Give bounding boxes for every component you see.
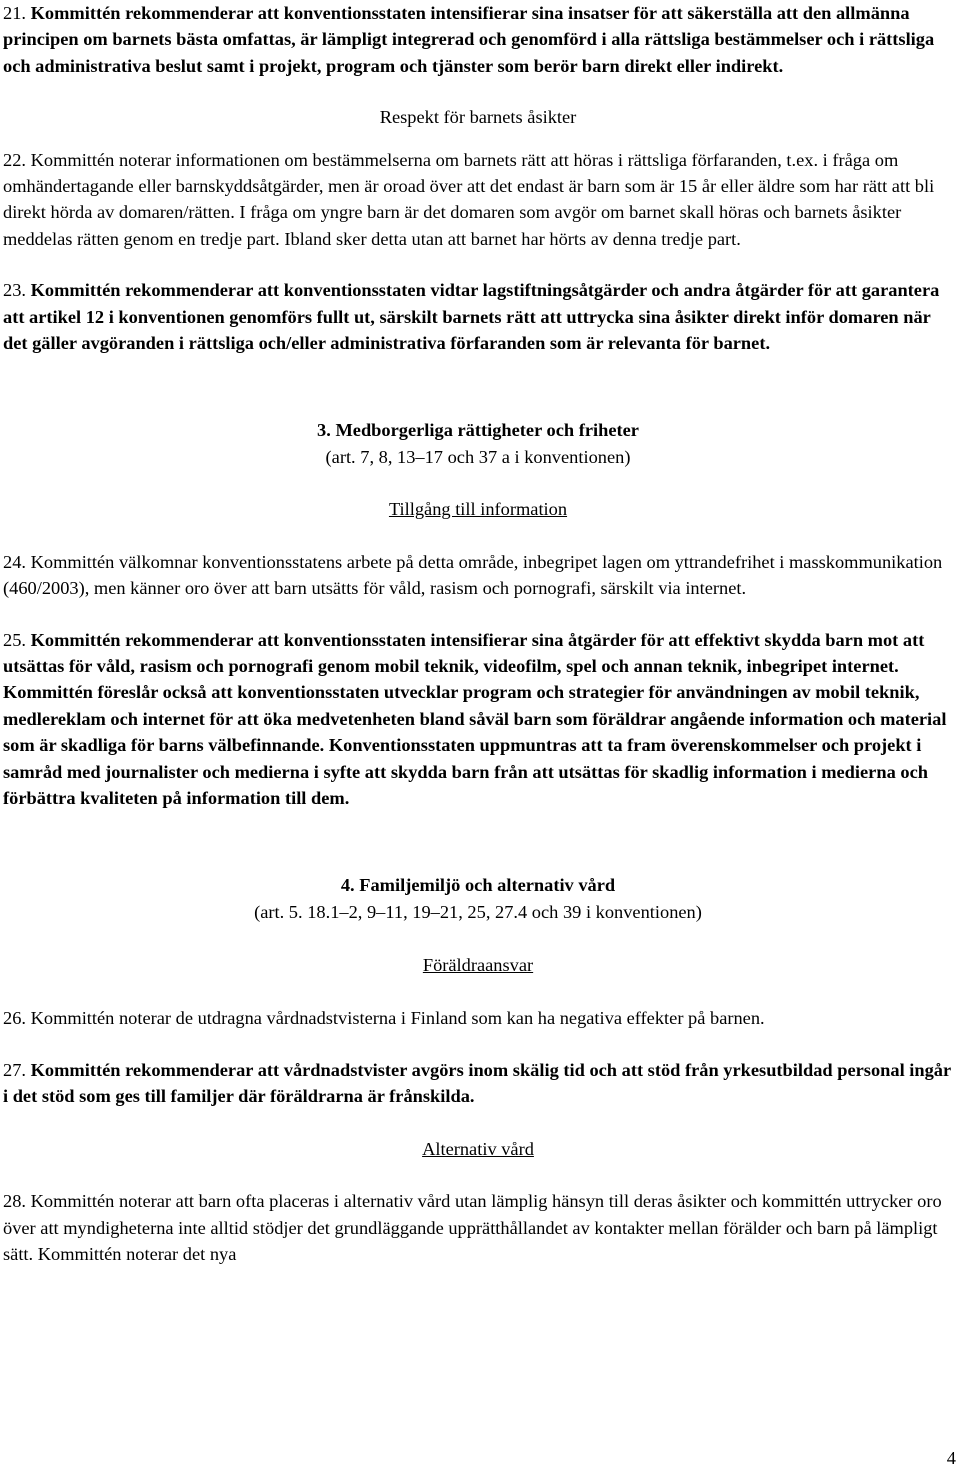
paragraph-text: Kommittén rekommenderar att konventionsstaten intensifierar sina insatser för att säkerställa att den allmänna principen om barnets bästa omfattas, är lämpligt integrerad och genomförd i alla rättsliga bestämmelser och i rättsliga och administrativa beslut samt i projekt, program och tjänster som berör barn direkt eller indirekt. [3, 3, 935, 76]
paragraph-28 [3, 1188, 953, 1267]
paragraph-24 [3, 549, 953, 602]
paragraph-26 [3, 1005, 953, 1031]
page-number: 4 [946, 1448, 956, 1468]
subheading-text: Respekt för barnets åsikter [379, 107, 577, 128]
paragraph-number: 24. [3, 551, 26, 572]
paragraph-text: Kommittén noterar informationen om bestämmelserna om barnets rätt att höras i rättsliga förfaranden, t.ex. i fråga om omhändertagande eller barnskyddsåtgärder, men är oroad över att det endast är barn som är 15 år eller äldre som har rätt att bli direkt hörda av domaren/rätten. I fråga om yngre barn är det domaren som avgör om barnet skall höras och barnets åsikter meddelas rätten genom en tredje part. Ibland sker detta utan att barnet har hörts av denna tredje part. [3, 149, 935, 249]
subheading-text: Alternativ vård [422, 1138, 534, 1159]
paragraph-text: Kommittén noterar att barn ofta placeras i alternativ vård utan lämplig hänsyn till deras åsikter och kommittén uttrycker oro över att myndigheterna inte alltid stödjer det grundläggande upprätthållandet av kontakter mellan förälder och barn på lämpligt sätt. Kommittén noterar det nya [3, 1191, 942, 1264]
paragraph-number: 27. [3, 1059, 26, 1080]
subheading-text: Tillgång till information [388, 499, 568, 520]
paragraph-27 [3, 1057, 953, 1110]
paragraph-number: 23. [3, 280, 26, 301]
section-title-4: 4. Familjemiljö och alternativ vård [340, 875, 616, 896]
paragraph-number: 21. [3, 3, 26, 23]
subheading-respekt [3, 104, 953, 130]
paragraph-text: Kommittén rekommenderar att vårdnadstvister avgörs inom skälig tid och att stöd från yrkesutbildad personal ingår i det stöd som ges till familjer där föräldrarna är frånskilda. [3, 1059, 951, 1107]
subheading-alternativ [3, 1136, 953, 1162]
paragraph-23 [3, 277, 953, 356]
paragraph-22 [3, 147, 953, 253]
paragraph-number: 25. [3, 629, 26, 650]
paragraph-number: 26. [3, 1007, 26, 1028]
document-page [3, 0, 953, 1293]
subheading-tillgang [3, 496, 953, 522]
subheading-text: Föräldraansvar [422, 955, 534, 976]
paragraph-21 [3, 0, 953, 79]
section-subtitle-3: (art. 7, 8, 13–17 och 37 a i konventionen) [325, 446, 631, 467]
paragraph-text: Kommittén rekommenderar att konventionsstaten vidtar lagstiftningsåtgärder och andra åtgärder för att garantera att artikel 12 i konventionen genomförs fullt ut, särskilt barnets rätt att uttrycka sina åsikter direkt inför domaren när det gäller avgöranden i rättsliga och/eller administrativa förfaranden som är relevanta för barnet. [3, 280, 940, 354]
paragraph-text: Kommittén välkomnar konventionsstatens arbete på detta område, inbegripet lagen om yttrandefrihet i masskommunikation (460/2003), men känner oro över att barn utsätts för våld, rasism och pornografi, särskilt via internet. [3, 551, 943, 599]
paragraph-text: Kommittén noterar de utdragna vårdnadstvisterna i Finland som kan ha negativa effekter på barnen. [30, 1007, 765, 1028]
paragraph-number: 28. [3, 1191, 26, 1212]
subheading-foraldraansvar [3, 952, 953, 978]
paragraph-25 [3, 627, 953, 812]
paragraph-number: 22. [3, 149, 26, 170]
section-title-3: 3. Medborgerliga rättigheter och friheter [317, 420, 639, 441]
paragraph-text: Kommittén rekommenderar att konventionsstaten intensifierar sina åtgärder för att effektivt skydda barn mot att utsättas för våld, rasism och pornografi genom mobil teknik, videofilm, spel och annan teknik, inbegripet internet. Kommittén föreslår också att konventionsstaten utvecklar program och strategier för användningen av mobil teknik, medlereklam och internet för att öka medvetenheten bland såväl barn som föräldrar angående information och material som är skadliga för barns välbefinnande. Konventionsstaten uppmuntras att ta fram överenskommelser och projekt i samråd med journalister och medierna i syfte att skydda barn från att utsättas för skadlig information i medierna och förbättra kvaliteten på information till dem. [3, 629, 947, 808]
section-subtitle-4: (art. 5. 18.1–2, 9–11, 19–21, 25, 27.4 och 39 i konventionen) [254, 901, 702, 922]
